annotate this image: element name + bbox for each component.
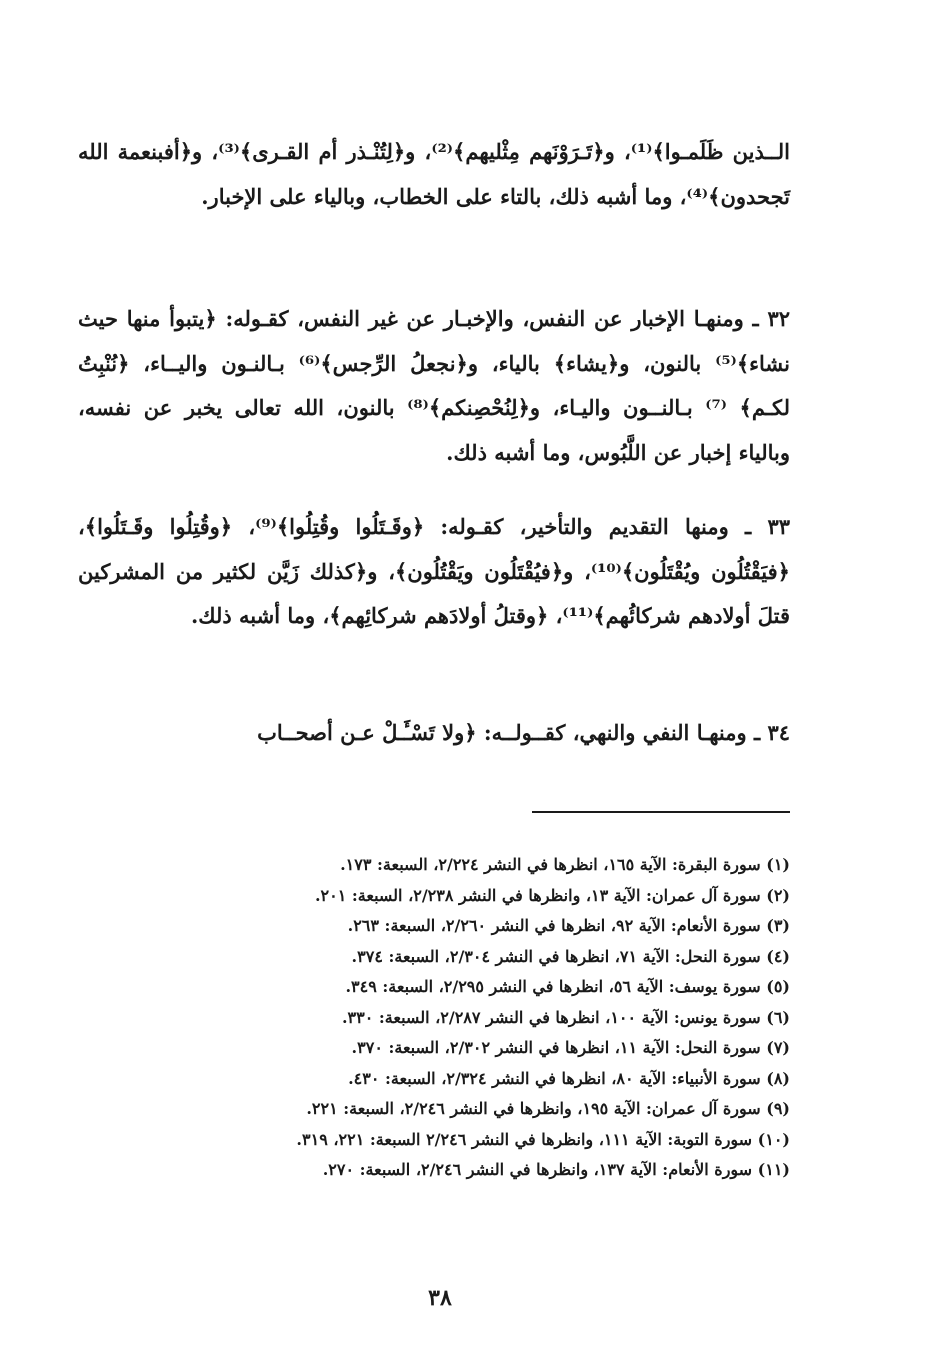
footnote-separator — [532, 811, 790, 813]
footnote-10: (١٠) سورة التوبة: الآية ١١١، وانظرها في النشر ٢/٢٤٦ السبعة: ٢٢١، ٣١٩. — [296, 1129, 790, 1149]
footnote-11: (١١) سورة الأنعام: الآية ١٣٧، وانظرها في النشر ٢/٢٤٦، السبعة: ٢٧٠. — [322, 1160, 790, 1179]
footnote-2: (٢) سورة آل عمران: الآية ١٣، وانظرها في النشر ٢/٢٣٨، السبعة: ٢٠١. — [314, 885, 790, 905]
paragraph-32: ٣٢ ـ ومنهـا الإخبار عن النفس، والإخبـار عن غير النفس، كقـوله: ﴿يتبوأ منها حيث نشاء﴾⁽⁵⁾ بالنون، و﴿يشاء﴾ بالياء، و﴿نجعلُ الرِّجس﴾⁽⁶⁾ بـالنـون واليــاء، ﴿نُنْبِتُ لكـم﴾ ⁽⁷⁾ بـالنــون واليـاء، و﴿لِنُحْصِنكم﴾⁽⁸⁾ بالنون، الله تعالى يخبر عن نفسه، وبالياء إخبار عن اللَّبُوس، وما أشبه ذلك. — [78, 306, 790, 465]
footnote-4: (٤) سورة النحل: الآية ٧١، انظرها في النشر ٢/٣٠٤، السبعة: ٣٧٤. — [351, 946, 790, 966]
footnote-8: (٨) سورة الأنبياء: الآية ٨٠، انظرها في النشر ٢/٣٢٤، السبعة: ٤٣٠. — [348, 1068, 790, 1088]
footnote-3: (٣) سورة الأنعام: الآية ٩٢، انظرها في النشر ٢/٢٦٠، السبعة: ٢٦٣. — [347, 916, 790, 935]
page-number: ٣٨ — [428, 1285, 452, 1311]
footnote-7: (٧) سورة النحل: الآية ١١، انظرها في النشر ٢/٣٠٢، السبعة: ٣٧٠. — [351, 1038, 790, 1057]
footnote-9: (٩) سورة آل عمران: الآية ١٩٥، وانظرها في النشر ٢/٢٤٦، السبعة: ٢٢١. — [306, 1099, 790, 1118]
footnote-5: (٥) سورة يوسف: الآية ٥٦، انظرها في النشر ٢/٢٩٥، السبعة: ٣٤٩. — [345, 977, 790, 996]
paragraph-continuation: الــذين ظَلَمـوا﴾⁽¹⁾، و﴿تَـرَوْنَهم مِثْليهم﴾⁽²⁾، و﴿لِتُنْـذر أم القـرى﴾⁽³⁾، و﴿أفبنعمة الله تَجحدون﴾⁽⁴⁾، وما أشبه ذلك، بالتاء على الخطاب، وبالياء على الإخبار. — [78, 139, 791, 209]
paragraph-33: ٣٣ ـ ومنها التقديم والتأخير، كقـوله: ﴿وقَـتَلُوا وقُتِلُوا﴾⁽⁹⁾، ﴿وقُتِلُوا وقَـتَلُوا﴾، ﴿فيَقْتُلُون ويُقْتَلُون﴾⁽¹⁰⁾، و﴿فيُقْتَلُون ويَقْتُلُون﴾، و﴿كذلك زَيَّن لكثير من المشركين قتلَ أولادهم شركائُهم﴾⁽¹¹⁾، ﴿وقتلُ أولادَهم شركائِهم﴾، وما أشبه ذلك. — [78, 514, 790, 628]
footnote-6: (٦) سورة يونس: الآية ١٠٠، انظرها في النشر ٢/٢٨٧، السبعة: ٣٣٠. — [341, 1007, 790, 1027]
paragraph-34: ٣٤ ـ ومنهـا النفي والنهي، كقــولــه: ﴿ولا تَسْـَٔـلْ عـن أصحــاب — [257, 720, 790, 745]
footnote-1: (١) سورة البقرة: الآية ١٦٥، انظرها في النشر ٢/٢٢٤، السبعة: ١٧٣. — [340, 855, 790, 874]
footnotes-list — [120, 850, 790, 1186]
